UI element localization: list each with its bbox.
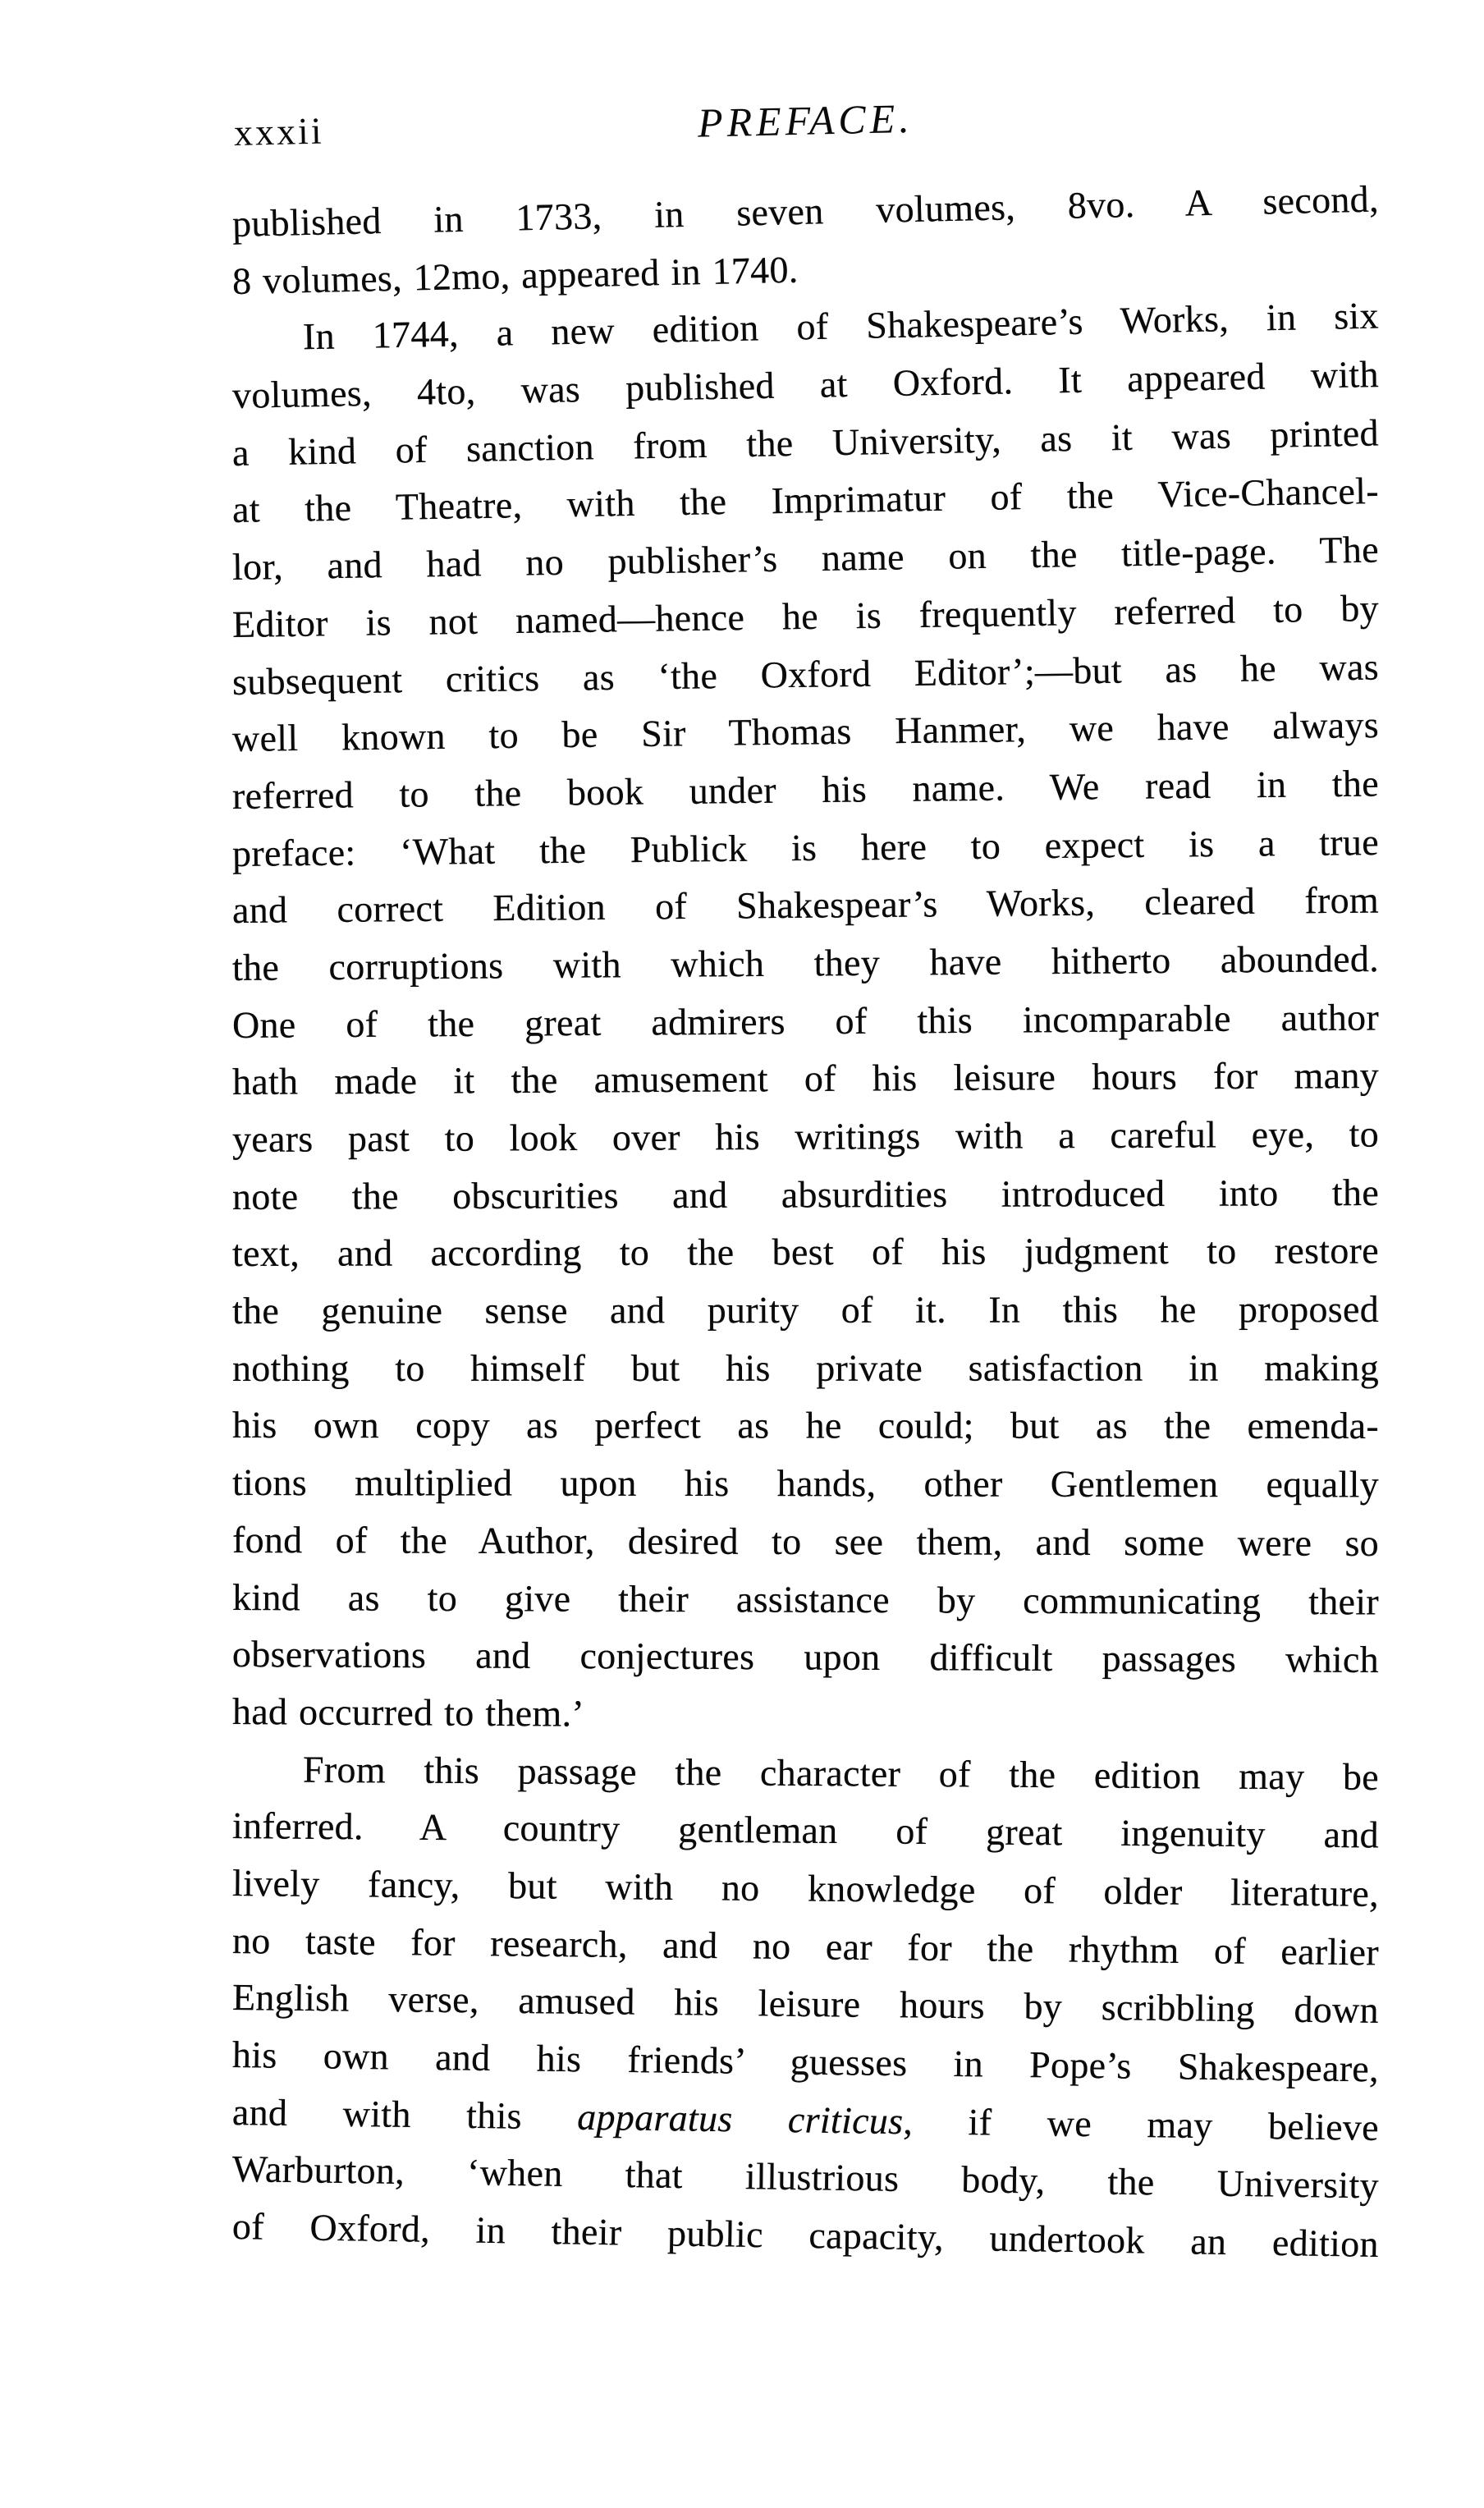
body-text (231, 177, 1380, 2266)
text-segment: hath made it the amusement of his leisure hours for many (231, 1054, 1380, 1103)
text-segment: a kind of sanction from the University, as it was printed (231, 411, 1380, 474)
text-line (232, 1339, 1379, 1396)
text-line (232, 1740, 1379, 1806)
text-line (232, 814, 1380, 883)
text-line (232, 1105, 1379, 1167)
text-segment: and correct Edition of Shakespear’s Works, cleared from (231, 878, 1380, 932)
text-segment: In 1744, a new edition of Shakespeare’s Works, in six (302, 294, 1380, 358)
text-line (232, 1511, 1379, 1572)
text-line (232, 1222, 1379, 1282)
text-segment: his own copy as perfect as he could; but as the emenda- (231, 1404, 1380, 1447)
text-line (232, 872, 1380, 939)
text-segment: inferred. A country gentleman of great ingenuity and (231, 1804, 1380, 1856)
text-segment: Warburton, ‘when that illustrious body, the University (231, 2148, 1380, 2207)
text-segment: no taste for research, and no ear for the rhythm of earlier (231, 1919, 1380, 1974)
text-line (232, 1625, 1379, 1689)
text-line (232, 1454, 1379, 1513)
text-segment: referred to the book under his name. We read in the (231, 762, 1380, 817)
text-segment: had occurred to them.’ (231, 1690, 585, 1735)
text-segment: years past to look over his writings with a careful eye, to (231, 1112, 1380, 1160)
running-title: PREFACE. (697, 94, 914, 146)
text-segment: at the Theatre, with the Imprimatur of the Vice-Chancel- (231, 470, 1380, 531)
page-number: xxxii (233, 109, 325, 154)
text-segment: English verse, amused his leisure hours by scribbling down (231, 1976, 1380, 2032)
text-segment: , if we may believe (903, 2099, 1380, 2148)
text-segment: the corruptions with which they have hitherto abounded. (231, 937, 1380, 988)
text-segment: tions multiplied upon his hands, other Gentlemen equally (231, 1461, 1380, 1506)
text-segment: lor, and had no publisher’s name on the title-page. The (231, 528, 1380, 589)
text-segment: subsequent critics as ‘the Oxford Editor’;—but as he was (231, 644, 1380, 703)
text-line (232, 754, 1380, 824)
text-segment: published in 1733, in seven volumes, 8vo. A second, (231, 177, 1380, 245)
text-segment: fond of the Author, desired to see them, and some were so (231, 1518, 1380, 1564)
text-segment: Editor is not named—hence he is frequently referred to by (231, 586, 1380, 645)
text-line (232, 1396, 1379, 1455)
text-line (232, 1855, 1380, 1923)
italic-phrase: apparatus criticus (576, 2095, 904, 2142)
text-segment: note the obscurities and absurdities introduced into the (231, 1171, 1380, 1217)
text-segment: observations and conjectures upon difficult passages which (231, 1633, 1380, 1681)
text-line (232, 1797, 1380, 1864)
text-segment: the genuine sense and purity of it. In this he proposed (231, 1288, 1380, 1332)
text-segment: well known to be Sir Thomas Hanmer, we have always (231, 704, 1380, 760)
text-line (232, 1569, 1379, 1630)
text-line (232, 930, 1380, 997)
text-segment: kind as to give their assistance by communicating their (231, 1575, 1380, 1622)
text-segment: 8 volumes, 12mo, appeared in 1740. (231, 248, 799, 302)
text-segment: lively fancy, but with no knowledge of older literature, (231, 1861, 1380, 1914)
text-line (232, 1164, 1379, 1226)
text-segment: text, and according to the best of his judgment to restore (231, 1229, 1380, 1275)
text-segment: of Oxford, in their public capacity, undertook an edition (231, 2205, 1380, 2266)
text-line (232, 1683, 1379, 1747)
text-segment: volumes, 4to, was published at Oxford. It appeared with (231, 353, 1380, 417)
text-line (232, 988, 1379, 1053)
text-segment: preface: ‘What the Publick is here to expect is a true (231, 820, 1380, 874)
text-segment: nothing to himself but his private satisfaction in making (231, 1346, 1380, 1389)
page-header (231, 80, 1379, 162)
text-segment: One of the great admirers of this incomparable author (231, 996, 1380, 1046)
text-segment: his own and his friends’ guesses in Pope’s Shakespeare, (231, 2033, 1380, 2090)
text-segment: From this passage the character of the edition may be (302, 1748, 1380, 1798)
text-line (232, 1281, 1379, 1340)
text-segment: and with this (231, 2090, 578, 2138)
text-line (232, 1047, 1379, 1111)
